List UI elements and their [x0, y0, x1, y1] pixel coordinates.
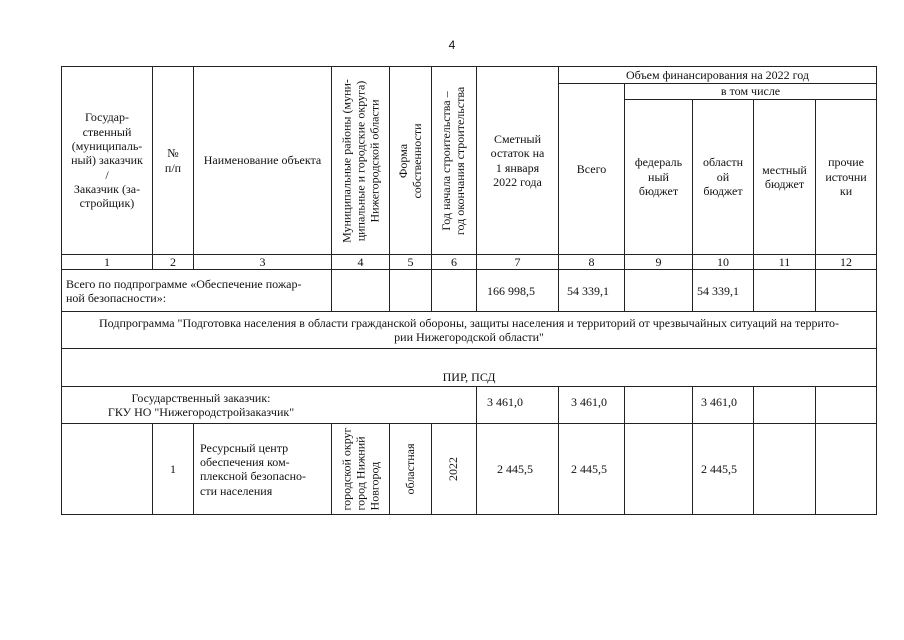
item-total: 2 445,5	[559, 424, 625, 515]
col-number: 4	[332, 255, 390, 270]
subprogram-title-row	[62, 312, 877, 349]
item-regional: 2 445,5	[693, 424, 754, 515]
empty-cell	[625, 424, 693, 515]
empty-cell	[754, 424, 816, 515]
header-years	[432, 67, 477, 255]
page-number: 4	[448, 38, 456, 52]
empty-cell	[816, 387, 877, 424]
item-ownership	[390, 424, 432, 515]
header-districts	[332, 67, 390, 255]
col-number: 9	[625, 255, 693, 270]
subprogram-total-total: 54 339,1	[559, 270, 625, 312]
empty-cell	[754, 270, 816, 312]
item-year-text: 2022	[446, 457, 461, 482]
customer-label	[62, 387, 477, 424]
col-number: 12	[816, 255, 877, 270]
item-num: 1	[153, 424, 194, 515]
empty-cell	[332, 270, 390, 312]
header-total: Всего	[559, 84, 625, 255]
header-regional: областн ой бюджет	[693, 100, 754, 255]
section-title: ПИР, ПСД	[62, 349, 877, 387]
subprogram-total-regional: 54 339,1	[693, 270, 754, 312]
item-remaining: 2 445,5	[477, 424, 559, 515]
empty-cell	[432, 270, 477, 312]
col-number: 6	[432, 255, 477, 270]
header-including: в том числе	[625, 84, 877, 100]
section-title-row	[62, 349, 877, 387]
customer-label-text: Государственный заказчик: ГКУ НО "Нижегородстройзаказчик"	[107, 391, 295, 420]
item-row	[62, 424, 877, 515]
customer-total: 3 461,0	[559, 387, 625, 424]
empty-cell	[754, 387, 816, 424]
empty-cell	[625, 387, 693, 424]
empty-cell	[390, 270, 432, 312]
header-ownership-text: Форма собственности	[395, 122, 424, 199]
header-federal: федераль ный бюджет	[625, 100, 693, 255]
item-name: Ресурсный центр обеспечения ком- плексной безопасно- сти населения	[194, 424, 332, 515]
header-customer: Государ- ственный (муниципаль- ный) заказчик / Заказчик (за- стройщик)	[62, 67, 153, 255]
financing-table	[61, 66, 877, 515]
item-year	[432, 424, 477, 515]
col-number: 7	[477, 255, 559, 270]
header-districts-text: Муниципальные районы (муни- ципальные и городские округа) Нижегородской области	[338, 78, 381, 243]
empty-cell	[816, 270, 877, 312]
item-ownership-text: областная	[402, 443, 417, 495]
column-number-row	[62, 255, 877, 270]
col-number: 11	[754, 255, 816, 270]
customer-regional: 3 461,0	[693, 387, 754, 424]
item-district-text: городской округ город Нижний Новгород	[338, 427, 381, 511]
header-years-text: Год начала строительства – год окончания строительства	[439, 86, 467, 235]
col-number: 3	[194, 255, 332, 270]
customer-row	[62, 387, 877, 424]
subprogram-total-row	[62, 270, 877, 312]
col-number: 5	[390, 255, 432, 270]
header-remaining: Сметный остаток на 1 января 2022 года	[477, 67, 559, 255]
header-ownership	[390, 67, 432, 255]
subprogram-total-label: Всего по подпрограмме «Обеспечение пожар- ной безопасности»:	[62, 270, 332, 312]
empty-cell	[625, 270, 693, 312]
col-number: 8	[559, 255, 625, 270]
col-number: 1	[62, 255, 153, 270]
header-object-name: Наименование объекта	[194, 67, 332, 255]
item-district	[332, 424, 390, 515]
header-local: местный бюджет	[754, 100, 816, 255]
header-other: прочие источни ки	[816, 100, 877, 255]
header-num: № п/п	[153, 67, 194, 255]
subprogram-title: Подпрограмма "Подготовка населения в области гражданской обороны, защиты населения и территорий от чрезвычайных ситуаций на террито- рии Нижегородской области"	[62, 312, 877, 349]
empty-cell	[816, 424, 877, 515]
subprogram-total-remaining: 166 998,5	[477, 270, 559, 312]
empty-cell	[62, 424, 153, 515]
header-volume: Объем финансирования на 2022 год	[559, 67, 877, 84]
col-number: 2	[153, 255, 194, 270]
col-number: 10	[693, 255, 754, 270]
customer-remaining: 3 461,0	[477, 387, 559, 424]
